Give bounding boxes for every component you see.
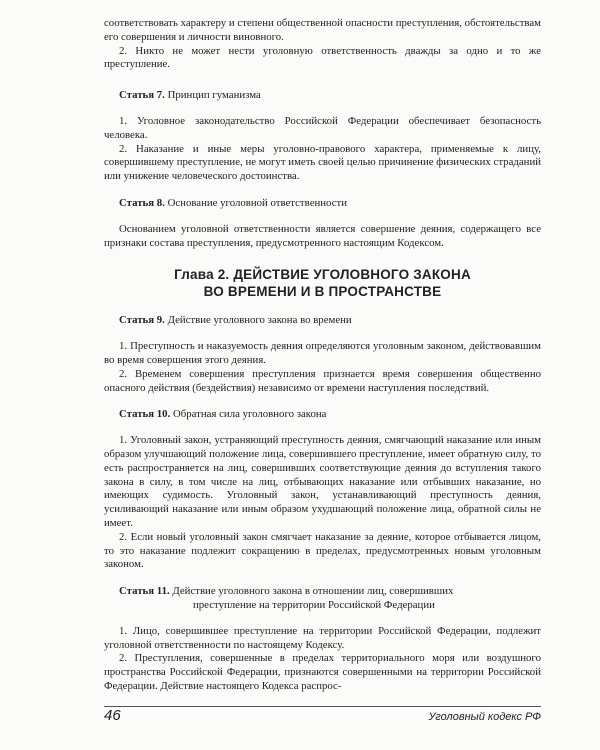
article-label: Статья 10. — [119, 408, 171, 421]
article-label: Статья 7. — [119, 89, 165, 102]
article-title: Принцип гуманизма — [167, 89, 261, 102]
paragraph: соответствовать характеру и степени общественной опасности преступления, обстоятельствам его совершения и личности виновного. — [104, 17, 541, 43]
article-10-heading — [104, 408, 541, 422]
article-9-heading — [104, 314, 541, 328]
paragraph: 2. Наказание и иные меры уголовно-правового характера, применяемые к лицу, совершившему преступление, не могут иметь своей целью причинение физических страданий или унижение человеческого достоинства. — [104, 142, 541, 183]
article-title: Основание уголовной ответственности — [167, 196, 347, 209]
article-title: Обратная сила уголовного закона — [172, 408, 327, 421]
article-label: Статья 11. — [119, 585, 170, 598]
article-label: Статья 8. — [119, 196, 165, 209]
paragraph: 2. Никто не может нести уголовную ответственность дважды за одно и то же преступление. — [104, 44, 541, 71]
paragraph: 1. Уголовное законодательство Российской Федерации обеспечивает безопасность человека. — [104, 114, 541, 141]
page-body — [104, 17, 541, 694]
paragraph: 1. Преступность и наказуемость деяния определяются уголовным законом, действовавшим во время совершения этого деяния. — [104, 340, 541, 366]
article-label: Статья 9. — [119, 314, 165, 327]
page-number: 46 — [104, 707, 121, 724]
paragraph: 2. Преступления, совершенные в пределах территориального моря или воздушного пространства Российской Федерации, признаются совершенными на территории Российской Федерации. Действие настоящего Кодекса распрос- — [104, 652, 541, 692]
paragraph: 1. Уголовный закон, устраняющий преступность деяния, смягчающий наказание или иным образом улучшающий положение лица, совершившего преступление, имеет обратную силу, то есть распространяется на лиц, совершивших соответствующие деяния до вступления такого закона в силу, в том числе на лиц, отбывающих наказание или отбывших наказание, но имеющих судимость. Уголовный закон, устанавливающий преступность деяния, усиливающий наказание или иным образом ухудшающий положение лица, обратной силы не имеет. — [104, 434, 541, 529]
article-8-heading — [104, 197, 541, 211]
article-title: Действие уголовного закона во времени — [167, 314, 352, 327]
paragraph: 1. Лицо, совершившее преступление на территории Российской Федерации, подлежит уголовной ответственности по настоящему Кодексу. — [104, 624, 541, 651]
paragraph: 2. Если новый уголовный закон смягчает наказание за деяние, которое отбывается лицом, то это наказание подлежит сокращению в пределах, предусмотренных новым уголовным законом. — [104, 530, 541, 571]
article-7-heading — [104, 89, 541, 103]
chapter-heading — [104, 266, 541, 300]
paragraph: 2. Временем совершения преступления признается время совершения общественно опасного действия (бездействия) независимо от времени наступления последствий. — [104, 367, 541, 394]
chapter-title-line1: Глава 2. ДЕЙСТВИЕ УГОЛОВНОГО ЗАКОНА — [174, 267, 471, 283]
chapter-title-line2: ВО ВРЕМЕНИ И В ПРОСТРАНСТВЕ — [203, 284, 442, 300]
article-11-heading — [104, 585, 541, 613]
paragraph: Основанием уголовной ответственности является совершение деяния, содержащего все признаки состава преступления, предусмотренного настоящим Кодексом. — [104, 222, 541, 249]
page-footer — [104, 706, 541, 727]
running-title: Уголовный кодекс РФ — [428, 711, 541, 723]
article-title-line1: Действие уголовного закона в отношении лиц, совершивших — [172, 585, 454, 598]
article-title-line2: преступление на территории Российской Федерации — [193, 598, 435, 611]
